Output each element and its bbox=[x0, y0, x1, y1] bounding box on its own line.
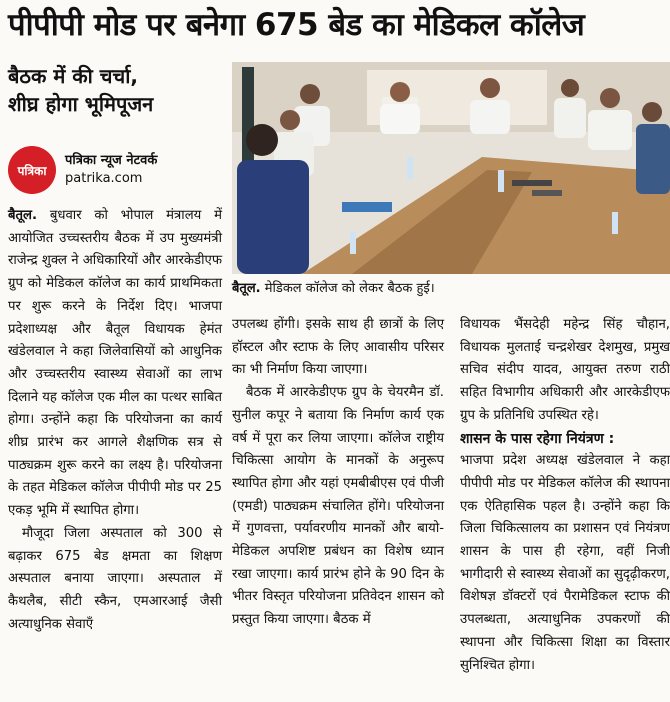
article-paragraph: बैठक में आरकेडीएफ ग्रुप के चेयरमैन डॉ. सुनील कपूर ने बताया कि निर्माण कार्य एक वर्ष में पूरा कर लिया जाएगा। कॉलेज राष्ट्रीय चिकित्सा आयोग के मानकों के अनुरूप स्थापित होगा और यहां एमबीबीएस एवं पीजी (एमडी) पाठ्यक्रम संचालित होंगे। परियोजना में गुणवत्ता, पर्यावरणीय मानकों और बायो-मेडिकल अपशिष्ट प्रबंधन का विशेष ध्यान रखा जाएगा। कार्य प्रारंभ होने के 90 दिन के भीतर विस्तृत परियोजना प्रतिवेदन शासन को प्रस्तुत किया जाएगा। बैठक में bbox=[232, 385, 444, 628]
article-column-2 bbox=[232, 314, 444, 632]
section-heading: शासन के पास रहेगा नियंत्रण : bbox=[460, 430, 615, 447]
article-paragraph: मौजूदा जिला अस्पताल को 300 से बढ़ाकर 675 बेड क्षमता का शिक्षण अस्पताल बनाया जाएगा। अस्पताल में कैथलैब, सीटी स्कैन, एमआरआई जैसी अत्याधुनिक सेवाएँ bbox=[8, 525, 222, 632]
article-column-1 bbox=[8, 205, 222, 636]
source-credit bbox=[8, 146, 223, 194]
paragraph-text: बुधवार को भोपाल मंत्रालय में आयोजित उच्चस्तरीय बैठक में उप मुख्यमंत्री राजेन्द्र शुक्ल ने अधिकारियों और आरकेडीएफ ग्रुप को मेडिकल कॉलेज का कार्य प्राथमिकता पर शुरू करने के निर्देश दिए। भाजपा प्रदेशाध्यक्ष और बैतूल विधायक हेमंत खंडेलवाल ने कहा जिलेवासियों को आधुनिक और उच्चस्तरीय स्वास्थ्य सेवाओं का लाभ दिलाने यह कॉलेज एक मील का पत्थर साबित होगा। उन्होंने कहा कि परियोजना का कार्य शीघ्र प्रारंभ कर आगले शैक्षणिक सत्र से पाठ्यक्रम शुरू करने का लक्ष्य है। परियोजना के तहत मेडिकल कॉलेज पीपीपी मोड पर 25 एकड़ भूमि में स्थापित होगा। bbox=[8, 208, 223, 519]
article-column-3 bbox=[460, 314, 670, 677]
article-paragraph bbox=[8, 205, 222, 523]
source-name: पत्रिका न्यूज नेटवर्क bbox=[65, 153, 158, 168]
article-paragraph: भाजपा प्रदेश अध्यक्ष खंडेलवाल ने कहा पीपीपी मोड पर मेडिकल कॉलेज की स्थापना एक ऐतिहासिक पहल है। उन्होंने कहा कि जिला चिकित्सालय का प्रशासन एवं नियंत्रण शासन के पास ही रहेगा, वहीं निजी भागीदारी से स्वास्थ्य सेवाओं का सुदृढ़ीकरण, विशेषज्ञ डॉक्टरों एवं पैरामेडिकल स्टाफ की उपलब्धता, अत्याधुनिक उपकरणों की स्थापना और चिकित्सा शिक्षा का विस्तार सुनिश्चित होगा। bbox=[460, 453, 670, 673]
article-paragraph: उपलब्ध होंगी। इसके साथ ही छात्रों के लिए हॉस्टल और स्टाफ के लिए आवासीय परिसर का भी निर्माण किया जाएगा। bbox=[232, 317, 444, 378]
subheadline bbox=[8, 62, 223, 118]
photo-caption-place: बैतूल. bbox=[232, 281, 261, 296]
subheadline-line-2: शीघ्र होगा भूमिपूजन bbox=[8, 92, 154, 116]
meeting-photo-illustration bbox=[232, 62, 670, 274]
patrika-logo: पत्रिका bbox=[8, 146, 56, 194]
headline: पीपीपी मोड पर बनेगा 675 बेड का मेडिकल कॉलेज bbox=[8, 7, 585, 43]
source-url: patrika.com bbox=[65, 171, 143, 186]
photo-caption-text: मेडिकल कॉलेज को लेकर बैठक हुई। bbox=[260, 281, 435, 296]
article-paragraph: विधायक भैंसदेही महेन्द्र सिंह चौहान, विधायक मुलताई चन्द्रशेखर देशमुख, प्रमुख सचिव संदीप यादव, आयुक्त तरुण राठी सहित विभागीय अधिकारी और आरकेडीएफ ग्रुप के प्रतिनिधि उपस्थित रहे। bbox=[460, 317, 670, 423]
subheadline-line-1: बैठक में की चर्चा, bbox=[8, 64, 138, 88]
photo-caption bbox=[232, 280, 670, 298]
dateline: बैतूल. bbox=[8, 208, 37, 223]
meeting-photo bbox=[232, 62, 670, 274]
